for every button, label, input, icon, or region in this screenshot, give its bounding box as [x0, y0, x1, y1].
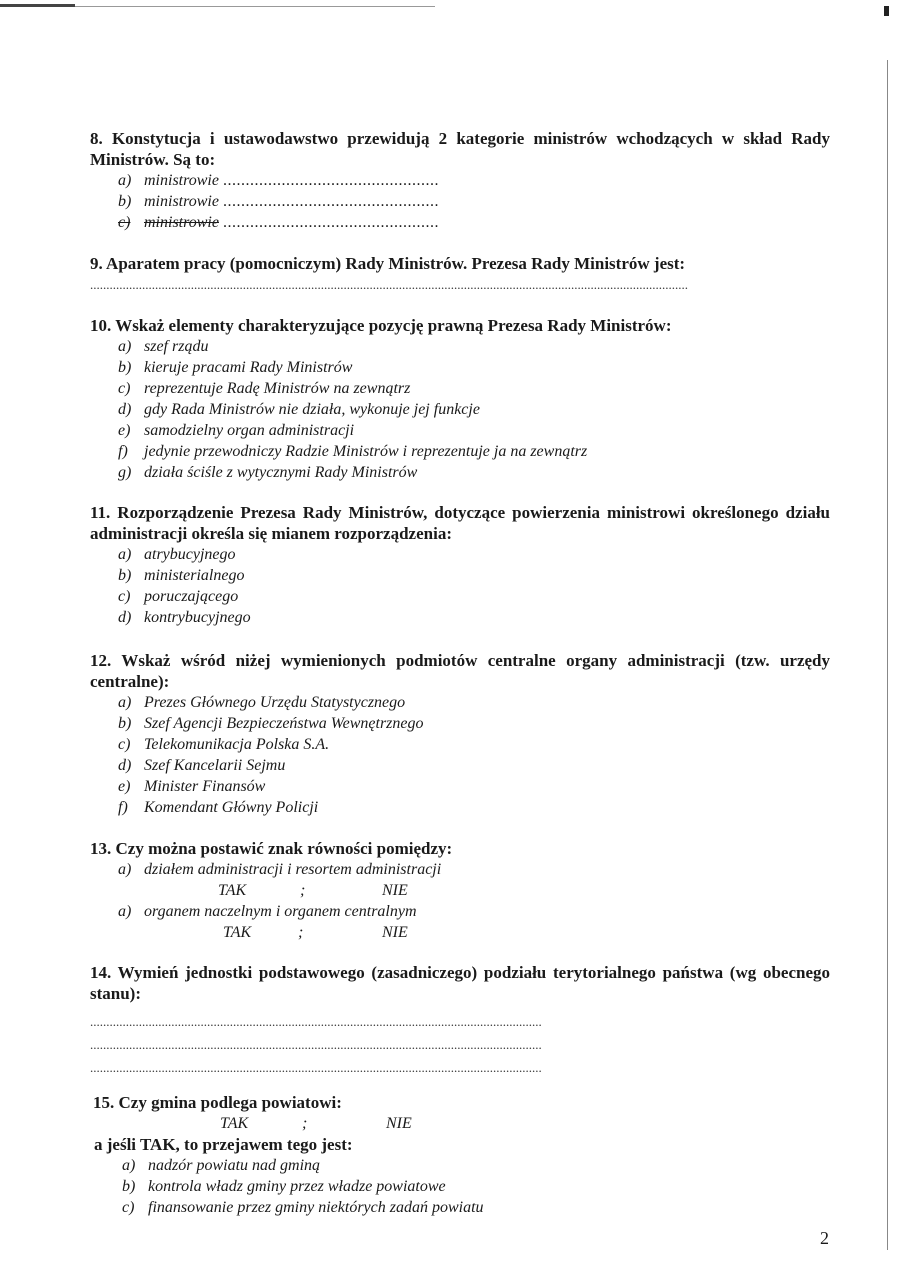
- list-item: f) Komendant Główny Policji: [118, 799, 319, 816]
- question-15: [90, 1092, 830, 1218]
- yes-no-choice: TAK ; NIE: [218, 882, 408, 899]
- options-list: [118, 544, 830, 628]
- options-list: [118, 692, 830, 818]
- yes-option[interactable]: TAK: [218, 882, 247, 899]
- list-item: e) Minister Finansów: [118, 778, 266, 795]
- list-item: a) Prezes Głównego Urzędu Statystycznego: [118, 694, 406, 711]
- list-item: a) atrybucyjnego: [118, 546, 236, 563]
- yes-no-choice: TAK ; NIE: [220, 1115, 412, 1132]
- list-item: e) samodzielny organ administracji: [118, 422, 355, 439]
- question-8: [90, 128, 830, 233]
- question-title: 14. Wymień jednostki podstawowego (zasadniczego) podziału terytorialnego państwa (wg obecnego stanu):: [90, 963, 830, 1003]
- question-title: 9. Aparatem pracy (pomocniczym) Rady Ministrów. Prezesa Rady Ministrów jest:: [90, 254, 686, 273]
- list-item: c) poruczającego: [118, 588, 239, 605]
- scan-artifact-right-edge: [887, 60, 888, 1250]
- list-item: a) organem naczelnym i organem centralnym: [118, 903, 417, 920]
- scan-artifact-corner: [884, 6, 889, 16]
- list-item: b) ministerialnego: [118, 567, 245, 584]
- options-list: [118, 336, 830, 483]
- answer-line: ...........................................................................................................................................: [90, 1014, 542, 1029]
- options-list: [118, 859, 830, 943]
- answer-line: ........................................................................................................................................................................................: [90, 277, 688, 292]
- list-item: a) szef rządu: [118, 338, 209, 355]
- yes-option[interactable]: TAK: [220, 1115, 249, 1132]
- question-12: [90, 650, 830, 818]
- question-title: 15. Czy gmina podlega powiatowi:: [93, 1093, 342, 1112]
- list-item: b) Szef Agencji Bezpieczeństwa Wewnętrznego: [118, 715, 424, 732]
- question-9: [90, 253, 830, 295]
- question-title: 10. Wskaż elementy charakteryzujące pozycję prawną Prezesa Rady Ministrów:: [90, 316, 672, 335]
- list-item: b) kieruje pracami Rady Ministrów: [118, 359, 353, 376]
- question-title: 13. Czy można postawić znak równości pomiędzy:: [90, 839, 453, 858]
- list-item: c) finansowanie przez gminy niektórych zadań powiatu: [122, 1199, 484, 1216]
- answer-line: ...........................................................................................................................................: [90, 1060, 542, 1075]
- list-item: b) kontrola władz gminy przez władze powiatowe: [122, 1178, 446, 1195]
- yes-no-choice: TAK ; NIE: [223, 924, 408, 941]
- page-number: 2: [820, 1228, 829, 1248]
- no-option[interactable]: NIE: [386, 1115, 412, 1132]
- list-item: a) nadzór powiatu nad gminą: [122, 1157, 321, 1174]
- scan-artifact-top-line: [75, 6, 435, 7]
- list-item: c) reprezentuje Radę Ministrów na zewnątrz: [118, 380, 411, 397]
- question-13: [90, 838, 830, 943]
- question-title: 12. Wskaż wśród niżej wymienionych podmiotów centralne organy administracji (tzw. urzędy centralne):: [90, 651, 830, 691]
- list-item: d) kontrybucyjnego: [118, 609, 251, 626]
- scan-artifact-top: [0, 4, 75, 7]
- question-title: 8. Konstytucja i ustawodawstwo przewidują 2 kategorie ministrów wchodzących w skład Rady Ministrów. Są to:: [90, 129, 830, 169]
- list-item: g) działa ściśle z wytycznymi Rady Ministrów: [118, 464, 418, 481]
- options-list: [118, 170, 830, 233]
- list-item: d) gdy Rada Ministrów nie działa, wykonuje jej funkcje: [118, 401, 480, 418]
- no-option[interactable]: NIE: [382, 882, 408, 899]
- question-title: 11. Rozporządzenie Prezesa Rady Ministrów, dotyczące powierzenia ministrowi określonego działu administracji określa się mianem rozporządzenia:: [90, 503, 830, 543]
- followup-question: a jeśli TAK, to przejawem tego jest:: [94, 1135, 353, 1154]
- no-option[interactable]: NIE: [382, 924, 408, 941]
- answer-line: ...........................................................................................................................................: [90, 1037, 542, 1052]
- question-11: [90, 502, 830, 628]
- question-14: [90, 962, 830, 1079]
- question-10: [90, 315, 830, 483]
- list-item: c) Telekomunikacja Polska S.A.: [118, 736, 330, 753]
- list-item: a) działem administracji i resortem administracji: [118, 861, 442, 878]
- list-item: d) Szef Kancelarii Sejmu: [118, 757, 286, 774]
- answer-lines: [90, 1010, 830, 1079]
- options-list: [122, 1155, 830, 1218]
- list-item: b) ministrowie ................................................: [118, 193, 439, 210]
- list-item: f) jedynie przewodniczy Radzie Ministrów i reprezentuje ja na zewnątrz: [118, 443, 588, 460]
- yes-option[interactable]: TAK: [223, 924, 252, 941]
- list-item: c) ministrowie ................................................: [118, 214, 439, 231]
- list-item: a) ministrowie ................................................: [118, 172, 439, 189]
